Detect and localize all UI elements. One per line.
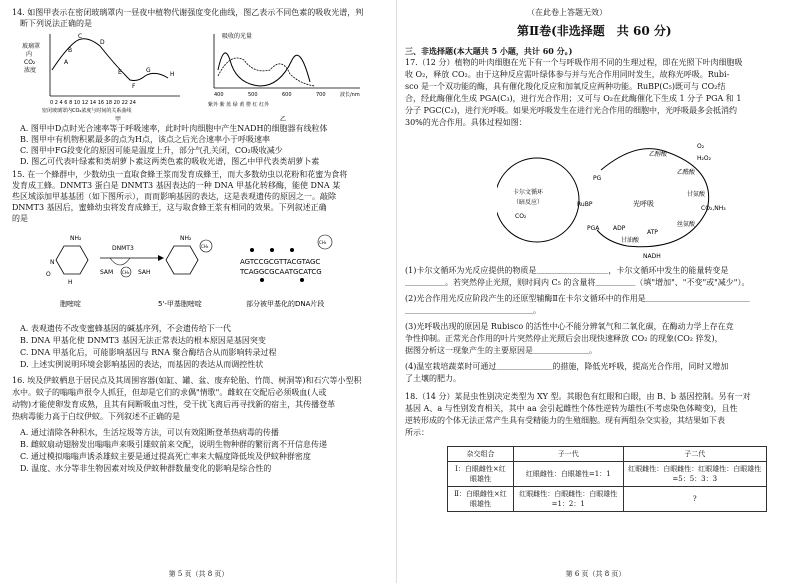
q17-stem-2: 收 O₂，释放 CO₂。由于这种反应需叶绿体参与并与光合作用同时发生，故称光呼吸。Rubi-	[405, 70, 730, 79]
q15-stem-2: 发育成工蜂。DNMT3 蛋白是 DNMT3 基因表达的一种 DNA 甲基化转移酶，能使 DNA 某	[12, 181, 341, 190]
footer-page-6: 第 6 页（共 8 页）	[565, 570, 626, 578]
q15-option-d: D. 上述实例说明环境会影响基因的表达，而基因的表达从而调控性状	[20, 360, 264, 369]
q16-stem-4: 热病毒能力高于白纹伊蚊。下列叙述不正确的是	[12, 412, 180, 421]
graph2-title: 吸收的光量	[222, 33, 253, 40]
pt-f: F	[132, 83, 136, 90]
page-6	[397, 0, 794, 583]
rubp-label: RuBP	[577, 201, 593, 208]
pt-a: A	[64, 59, 69, 66]
table-cell: Ⅱ：白眼雌性×红眼雄性	[448, 487, 514, 512]
graph2-label: 乙	[280, 116, 287, 122]
q16-option-b: B. 雌蚊扇动翅膀发出嗡嗡声来吸引雄蚊前来交配，说明生物种群的繁衍离不开信息传递	[20, 440, 327, 449]
graph1-ylabel-3: CO₂	[24, 59, 36, 66]
q14-option-d: D. 图乙可代表叶绿素和类胡萝卜素这两类色素的吸收光谱，图乙中甲代表类胡萝卜素	[20, 157, 320, 166]
methylcytosine-ring	[166, 246, 198, 274]
graph2-tick-500: 500	[248, 92, 258, 98]
table-header: 杂交组合	[448, 447, 514, 462]
dna-strand-1: AGTCCGCGTTACGTAGC	[240, 258, 321, 266]
q16-option-d: D. 温度、水分等非生物因素对埃及伊蚊种群数量变化的影响是综合性的	[20, 464, 272, 473]
q15-stem-3: 些区域添加甲基基团（如下图所示），而而影响基因的表达，这是表观遗传的原因之一。敲除	[12, 192, 336, 201]
q14-stem: 14. 如图甲表示在密闭玻璃罩内一昼夜中植物代谢强度变化曲线，图乙表示不同色素的吸收光谱，判	[12, 8, 364, 17]
q16-option-c: C. 通过模拟嗡嗡声诱杀雄蚊主要是通过提高死亡率来大幅度降低埃及伊蚊种群密度	[20, 452, 311, 461]
graph2-tick-400: 400	[214, 92, 224, 98]
ch3-small: CH₃	[122, 270, 130, 275]
methylation-figure	[40, 228, 370, 320]
q14-option-b: B. 图甲中有机物积累最多的点为H点，该点之后光合速率小于呼吸速率	[20, 135, 270, 144]
graph-yi	[200, 30, 380, 122]
q15-stem-4: DNMT3 基因后，蜜蜂幼虫将发育成蜂王，这与取食蜂王浆有相同的效果。下列叙述正确	[12, 203, 327, 212]
graph1-label: 甲	[115, 116, 122, 122]
q14-stem-2: 断下列说法正确的是	[20, 19, 92, 28]
co2-label: CO₂	[515, 213, 527, 220]
photorespiration-label: 光呼吸	[633, 200, 654, 208]
q17-part3-b: 争性抑制。正常光合作用的叶片突然停止光照后会出现快速释放 CO₂ 的现象(CO₂ 猝发)，	[405, 334, 723, 343]
q17-stem-4: 合，经此酶催化生成 PGA(C₃)，进行光合作用；又可与 O₂在此酶催化下生成 1 分子 PGA 和 1	[405, 94, 742, 103]
cytosine-label: 胞嘧啶	[60, 300, 81, 308]
table-row	[448, 487, 767, 512]
graph-jia	[20, 30, 190, 122]
q17-part4-a: (4)温室栽培蔬菜时可通过＿＿＿＿＿＿＿的措施，降低光呼吸，提高光合作用，同时又增加	[405, 362, 729, 371]
dna-fragment-label: 部分被甲基化的DNA片段	[246, 300, 325, 308]
pt-g: G	[146, 67, 151, 74]
calvin-cycle-label: 卡尔文循环	[513, 189, 544, 196]
q15-option-b: B. DNA 甲基化使 DNMT3 基因无法正常表达的根本原因是基因突变	[20, 336, 266, 345]
glyoxylate-label: 乙醛酸	[677, 169, 696, 176]
h2o2-label: H₂O₂	[697, 155, 712, 162]
footer-page-5: 第 5 页（共 8 页）	[168, 570, 229, 578]
pga-label: PGA	[587, 225, 600, 232]
q17-part4-b: 了土壤的肥力。	[405, 374, 461, 383]
glycerate-label: 甘油酸	[621, 237, 640, 244]
sam-label: SAM	[100, 269, 114, 276]
o-label: O	[46, 271, 51, 278]
q16-option-a: A. 通过清除各种积水，生活垃圾等方法，可以有效阻断登革热病毒的传播	[20, 428, 279, 437]
graph1-ylabel-4: 浓度	[24, 67, 37, 74]
atp-label: ATP	[647, 229, 658, 236]
table-row	[448, 462, 767, 487]
ch3-methyl: CH₃	[201, 244, 209, 249]
graph2-tick-600: 600	[282, 92, 292, 98]
q17-part1-a: (1)卡尔文循环为光反应提供的物质是＿＿＿＿＿＿＿＿＿，卡尔文循环中发生的能量转变是	[405, 266, 729, 275]
q17-part3-a: (3)光呼吸出现的原因是 Rubisco 的活性中心不能分辨氧气和二氧化碳，在酶动力学上存在竞	[405, 322, 734, 331]
q15-option-a: A. 表观遗传不改变蜜蜂基因的碱基序列，不会遗传给下一代	[20, 324, 231, 333]
dark-reaction-label: （暗反应）	[513, 199, 544, 206]
pg-label: PG	[593, 175, 602, 182]
pt-d: D	[100, 39, 105, 46]
cytosine-ring	[56, 246, 88, 274]
graph1-ylabel-1: 玻璃罩	[22, 43, 41, 50]
section-heading: 三、非选择题(本大题共 5 小题，共计 60 分。)	[405, 46, 573, 56]
sah-label: SAH	[138, 269, 151, 276]
q14-option-c: C. 图甲中FG段变化的原因可能是温度上升，部分气孔关闭，CO₂吸收减少	[20, 146, 283, 155]
o2-label: O₂	[697, 143, 705, 150]
q17-stem-1: 17.（12 分）植物的叶肉细胞在光下有一个与呼吸作用不同的生理过程，即在光照下叶肉细胞吸	[405, 58, 743, 67]
methylcytosine-label: 5'-甲基胞嘧啶	[158, 300, 202, 308]
q18-stem-4: 所示：	[405, 428, 429, 437]
q15-stem-5: 的是	[12, 214, 28, 223]
co2-nh3-label: CO₂,NH₃	[701, 205, 726, 212]
h-label: H	[68, 279, 73, 286]
pt-c: C	[78, 33, 83, 40]
table-header: 子二代	[623, 447, 767, 462]
q15-stem-1: 15. 在一个蜂群中，少数幼虫一直取食蜂王浆而发育成蜂王，而大多数幼虫以花粉和花蜜为食将	[12, 170, 348, 179]
serine-label: 丝氨酸	[677, 221, 696, 228]
q14-option-a: A. 图甲中D点时光合速率等于呼吸速率，此时叶肉细胞中产生NADH的细胞器有线粒体	[20, 124, 328, 133]
q17-stem-5: 分子 PGC(C₂)，进行光呼吸。如果光呼吸发生在进行光合作用的细胞中，光呼吸最多会抵消约	[405, 106, 738, 115]
q17-part1-b: ＿＿＿＿＿。若突然停止光照，则时间内 C₅ 的含量将＿＿＿＿＿（填"增加"、"不变"或"减少"）。	[405, 278, 750, 287]
cross-table	[447, 446, 767, 512]
q17-part2-b: ＿＿＿＿＿＿＿＿＿＿＿＿＿＿＿＿。	[405, 306, 541, 315]
graph2-tick-700: 700	[316, 92, 326, 98]
q18-stem-1: 18.（14 分）某昆虫性别决定类型为 XY 型。其眼色有红眼和白眼，由 B、b 基因控制。另有一对	[405, 392, 751, 401]
table-cell: 红眼雌性：白眼雌性：白眼雄性=1：2：1	[513, 487, 623, 512]
nadh-label: NADH	[643, 253, 661, 260]
table-cell: 红眼雌性：白眼雌性：红眼雄性：白眼雄性=5：5：3：3	[623, 462, 767, 487]
dna-strand-2: TCAGGCGCAATGCATCG	[240, 268, 322, 276]
graph2-unit: 波长/nm	[340, 92, 360, 98]
q18-stem-2: 基因 A、a 与性别发育相关，其中 aa 会引起雌性个体性逆转为雄性(不考虑染色体畸变)，且性	[405, 404, 738, 413]
photorespiration-diagram	[497, 130, 737, 262]
pt-e: E	[118, 69, 122, 76]
n-label: N	[50, 259, 55, 266]
adp-label: ADP	[613, 225, 626, 232]
graph1-ticks: 0 2 4 6 8 10 12 14 16 18 20 22 24	[50, 100, 136, 106]
q16-stem-2: 水中。蚊子的嗡嗡声很令人抓狂，但却是它们的求偶"情歌"。雌蚊在交配后必须吸血(人或	[12, 388, 327, 397]
answer-notice: （在此卷上答题无效）	[527, 8, 607, 17]
pt-h: H	[170, 71, 175, 78]
q17-stem-3: sco 是一个双功能的酶，具有催化羧化反应和加氧反应两种功能。RuBP(C₅)既可与 CO₂结	[405, 82, 726, 91]
glycolate-label: 乙醇酸	[649, 151, 668, 158]
q17-part3-c: 据图分析这一现象产生的主要原因是＿＿＿＿＿＿＿。	[405, 346, 597, 355]
q17-stem-6: 30%的光合作用。具体过程如图：	[405, 118, 527, 127]
q15-option-c: C. DNA 甲基化后，可能影响基因与 RNA 聚合酶结合从而影响转录过程	[20, 348, 277, 357]
table-header-row	[448, 447, 767, 462]
glycine-label: 甘氨酸	[687, 191, 706, 198]
table-cell: ?	[623, 487, 767, 512]
pt-b: B	[68, 47, 73, 54]
table-cell: Ⅰ：白眼雌性×红眼雄性	[448, 462, 514, 487]
q16-stem-1: 16. 埃及伊蚊栖息于居民点及其周围容器(如缸、罐、盆、废弃轮胎、竹筒、树洞等)和石穴等小型积	[12, 376, 362, 385]
graph2-colors: 紫外 紫 蓝 绿 黄 橙 红 红外	[208, 102, 270, 108]
q16-stem-3: 动物)才能使卵发育成熟，且其有间断吸血习性，受干扰飞离后再寻找新的宿主，其传播登革	[12, 400, 336, 409]
dnmt3-label: DNMT3	[112, 245, 134, 252]
table-cell: 红眼雌性：白眼雄性=1：1	[513, 462, 623, 487]
graph1-ylabel-2: 内	[26, 51, 33, 58]
graph1-caption: 密闭玻璃罩内CO₂浓度与时间的关系曲线	[42, 108, 132, 114]
q18-stem-3: 逆转形成的个体无法正常产生具有受精能力的生殖细胞。现有两组杂交实验，其结果如下表	[405, 416, 725, 425]
table-header: 子一代	[513, 447, 623, 462]
q17-part2: (2)光合作用光反应阶段产生的还原型辅酶Ⅱ在卡尔文循环中的作用是＿＿＿＿＿＿＿＿＿＿＿＿＿	[405, 294, 750, 303]
ch3-dna: CH₃	[319, 240, 327, 245]
nh2-label-2: NH₂	[180, 235, 192, 242]
section-title: 第Ⅱ卷(非选择题 共 60 分)	[517, 24, 672, 38]
nh2-label-1: NH₂	[70, 235, 82, 242]
